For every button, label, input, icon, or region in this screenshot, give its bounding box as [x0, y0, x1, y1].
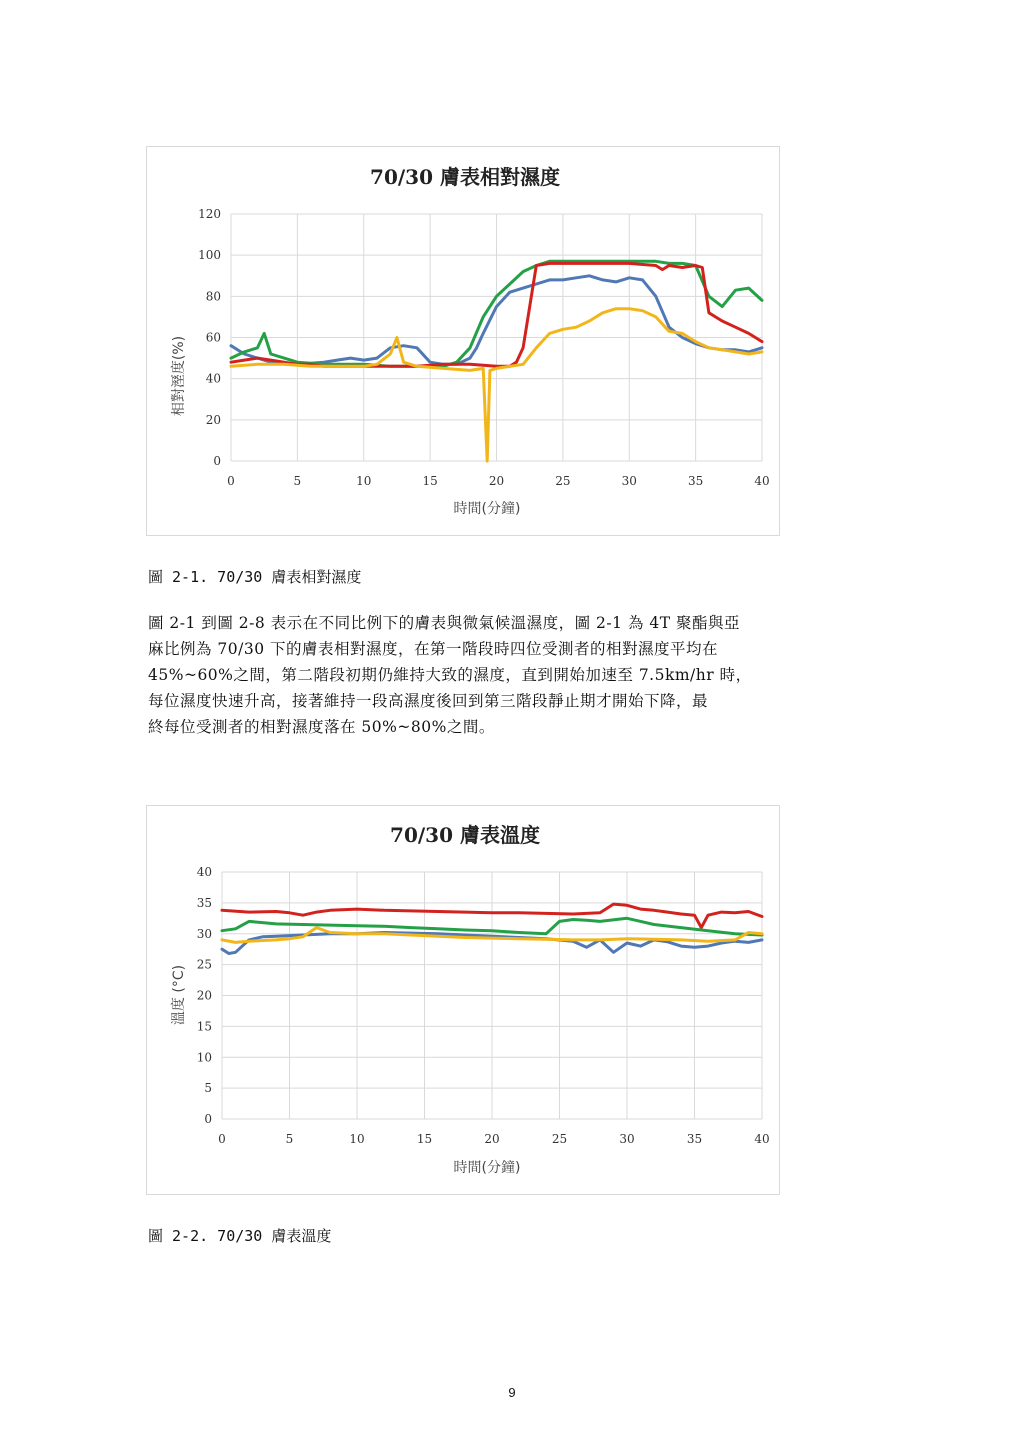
y-tick-label: 20	[205, 412, 221, 427]
paragraph-line: 麻比例為 70/30 下的膚表相對濕度，在第一階段時四位受測者的相對濕度平均在	[148, 640, 719, 658]
y-axis-label: 溫度 (°C)	[171, 964, 187, 1026]
y-tick-label: 40	[205, 371, 221, 386]
chart-title: 70/30 膚表溫度	[390, 823, 540, 847]
y-tick-label: 100	[198, 248, 221, 263]
y-tick-label: 60	[205, 330, 221, 345]
x-tick-label: 40	[754, 1132, 770, 1146]
paragraph-line: 每位濕度快速升高，接著維持一段高濕度後回到第三階段靜止期才開始下降，最	[148, 692, 709, 710]
chart-relative-humidity	[147, 147, 779, 535]
y-tick-label: 0	[204, 1112, 212, 1126]
y-tick-label: 0	[213, 454, 221, 468]
figure-relative-humidity	[146, 146, 780, 536]
y-tick-label: 15	[196, 1019, 212, 1034]
x-tick-label: 25	[555, 474, 571, 488]
chart-title: 70/30 膚表相對濕度	[370, 165, 560, 189]
chart-temperature	[147, 806, 779, 1194]
y-axis-label: 相對溼度(%)	[171, 335, 187, 417]
x-tick-label: 0	[218, 1132, 226, 1146]
body-paragraph	[148, 610, 880, 740]
y-tick-label: 40	[196, 865, 212, 879]
figure-temperature	[146, 805, 780, 1195]
figure-caption: 圖 2-2. 70/30 膚表溫度	[148, 1227, 332, 1245]
page-number: 9	[508, 1385, 516, 1400]
y-tick-label: 20	[196, 988, 212, 1003]
x-tick-label: 25	[551, 1132, 568, 1146]
x-tick-label: 5	[293, 474, 302, 488]
y-tick-label: 120	[198, 207, 221, 221]
y-tick-label: 30	[196, 926, 212, 941]
x-tick-label: 40	[754, 474, 770, 488]
x-tick-label: 20	[488, 474, 505, 488]
x-tick-label: 15	[422, 474, 438, 488]
paragraph-line: 終每位受測者的相對濕度落在 50%~80%之間。	[148, 718, 495, 736]
paragraph-line: 圖 2-1 到圖 2-8 表示在不同比例下的膚表與微氣候溫濕度，圖 2-1 為 4T 聚酯與亞	[148, 614, 740, 632]
x-tick-label: 20	[484, 1132, 500, 1146]
figure-caption: 圖 2-1. 70/30 膚表相對濕度	[148, 568, 362, 586]
x-tick-label: 10	[349, 1132, 365, 1146]
x-tick-label: 0	[227, 474, 235, 488]
y-tick-label: 35	[196, 895, 212, 910]
x-tick-label: 15	[416, 1132, 433, 1146]
y-tick-label: 25	[196, 957, 212, 972]
x-tick-label: 5	[285, 1132, 294, 1146]
x-tick-label: 30	[619, 1132, 635, 1146]
y-tick-label: 5	[204, 1081, 212, 1096]
x-tick-label: 35	[687, 474, 704, 488]
x-tick-label: 10	[356, 474, 372, 488]
y-tick-label: 80	[205, 289, 221, 304]
x-axis-label: 時間(分鐘)	[453, 501, 521, 517]
y-tick-label: 10	[196, 1050, 212, 1065]
x-tick-label: 30	[621, 474, 637, 488]
x-axis-label: 時間(分鐘)	[453, 1160, 521, 1176]
paragraph-line: 45%~60%之間，第二階段初期仍維持大致的濕度，直到開始加速至 7.5km/hr 時，	[148, 666, 752, 684]
x-tick-label: 35	[686, 1132, 703, 1146]
